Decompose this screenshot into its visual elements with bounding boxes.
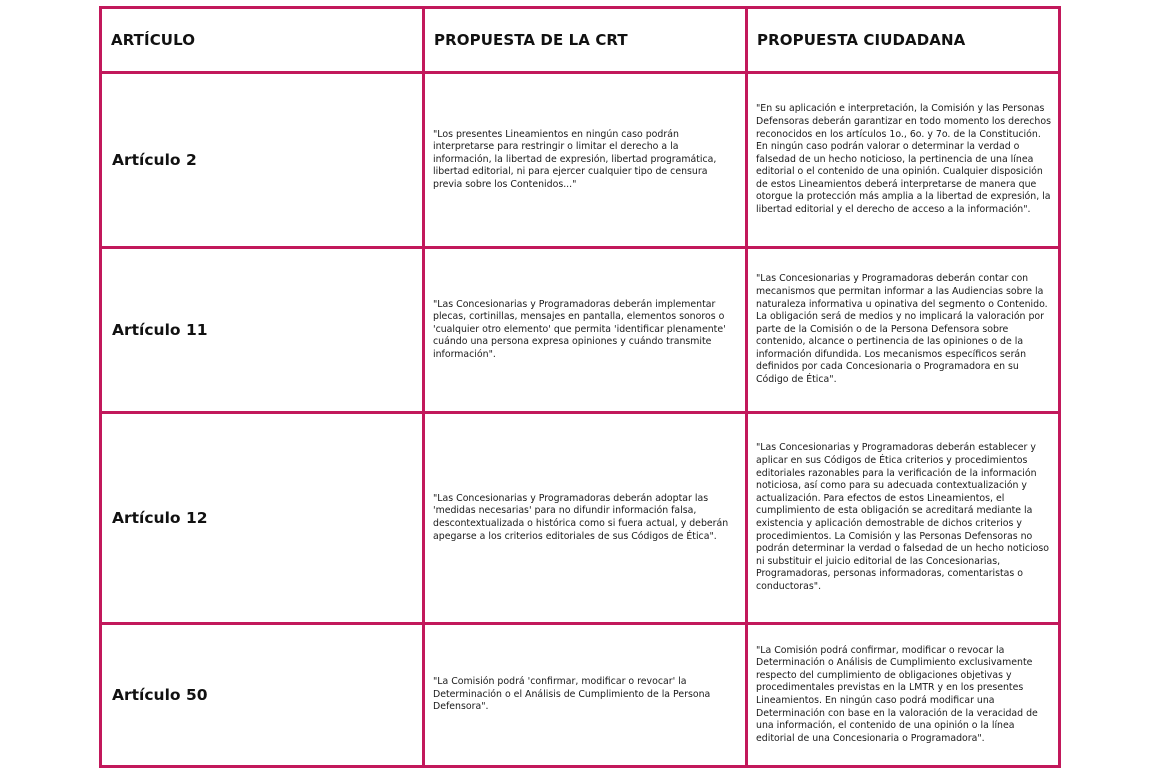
row-2-articulo: Artículo 11 bbox=[102, 249, 422, 411]
header-articulo: ARTÍCULO bbox=[102, 9, 422, 71]
row-3-propuesta-crt: "Las Concesionarias y Programadoras deberán adoptar las 'medidas necesarias' para no difundir información falsa, descontextualizada o histórica como si fuera actual, y deberán apegarse a los criterios editoriales de sus Códigos de Ética". bbox=[425, 414, 745, 622]
row-3-articulo: Artículo 12 bbox=[102, 414, 422, 622]
row-1-articulo: Artículo 2 bbox=[102, 74, 422, 246]
header-propuesta-ciudadana: PROPUESTA CIUDADANA bbox=[748, 9, 1058, 71]
header-propuesta-crt: PROPUESTA DE LA CRT bbox=[425, 9, 745, 71]
row-2-propuesta-ciudadana: "Las Concesionarias y Programadoras deberán contar con mecanismos que permitan informar a las Audiencias sobre la naturaleza informativa u opinativa del segmento o Contenido. La obligación será de medios y no implicará la valoración por parte de la Comisión o de la Persona Defensora sobre contenido, alcance o pertinencia de las opiniones o de la información difundida. Los mecanismos específicos serán definidos por cada Concesionaria o Programadora en su Código de Ética". bbox=[748, 249, 1058, 411]
row-4-propuesta-crt: "La Comisión podrá 'confirmar, modificar o revocar' la Determinación o el Análisis de Cumplimiento de la Persona Defensora". bbox=[425, 625, 745, 765]
comparison-table bbox=[99, 6, 1061, 768]
row-3-propuesta-ciudadana: "Las Concesionarias y Programadoras deberán establecer y aplicar en sus Códigos de Ética criterios y procedimientos editoriales razonables para la verificación de la información noticiosa, así como para su adecuada contextualización y actualización. Para efectos de estos Lineamientos, el cumplimiento de esta obligación se acreditará mediante la existencia y aplicación demostrable de dichos criterios y procedimientos. La Comisión y las Personas Defensoras no podrán determinar la verdad o falsedad de un hecho noticioso ni substituir el juicio editorial de las Concesionarias, Programadoras, personas informadoras, comentaristas o conductoras". bbox=[748, 414, 1058, 622]
row-4-articulo: Artículo 50 bbox=[102, 625, 422, 765]
row-4-propuesta-ciudadana: "La Comisión podrá confirmar, modificar o revocar la Determinación o Análisis de Cumplimiento exclusivamente respecto del cumplimiento de obligaciones objetivas y procedimentales previstas en la LMTR y en los presentes Lineamientos. En ningún caso podrá modificar una Determinación con base en la valoración de la veracidad de una información, el contenido de una opinión o la línea editorial de una Concesionaria o Programadora". bbox=[748, 625, 1058, 765]
row-2-propuesta-crt: "Las Concesionarias y Programadoras deberán implementar plecas, cortinillas, mensajes en pantalla, elementos sonoros o 'cualquier otro elemento' que permita 'identificar plenamente' cuándo una persona expresa opiniones y cuándo transmite información". bbox=[425, 249, 745, 411]
row-1-propuesta-crt: "Los presentes Lineamientos en ningún caso podrán interpretarse para restringir o limitar el derecho a la información, la libertad de expresión, libertad programática, libertad editorial, ni para ejercer cualquier tipo de censura previa sobre los Contenidos..." bbox=[425, 74, 745, 246]
row-1-propuesta-ciudadana: "En su aplicación e interpretación, la Comisión y las Personas Defensoras deberán garantizar en todo momento los derechos reconocidos en los artículos 1o., 6o. y 7o. de la Constitución. En ningún caso podrán valorar o determinar la verdad o falsedad de un hecho noticioso, la pertinencia de una línea editorial o el contenido de una opinión. Cualquier disposición de estos Lineamientos deberá interpretarse de manera que otorgue la protección más amplia a la libertad de expresión, la libertad editorial y el derecho de acceso a la información". bbox=[748, 74, 1058, 246]
